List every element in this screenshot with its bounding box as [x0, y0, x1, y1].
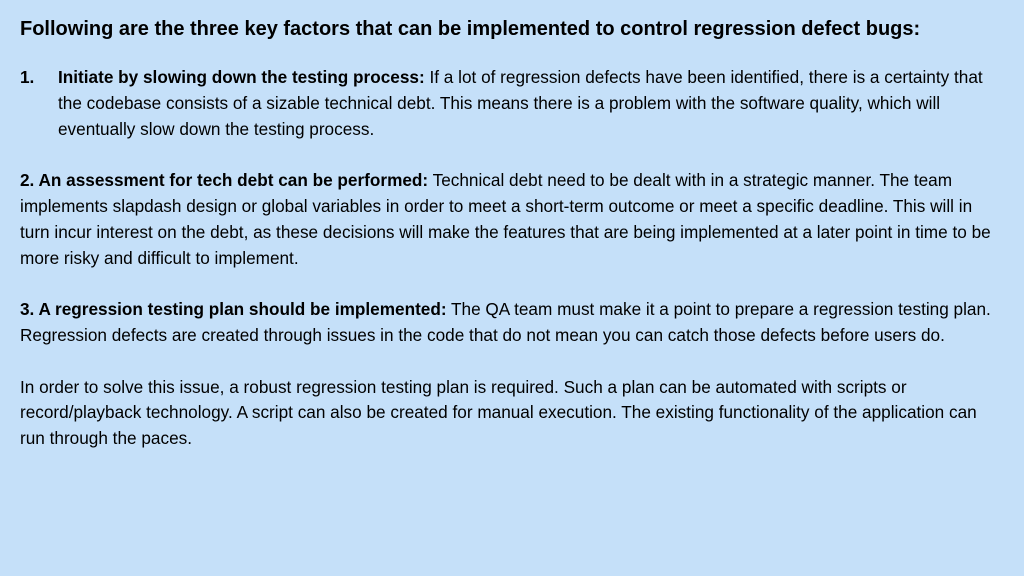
point-2 [20, 168, 1000, 271]
closing-paragraph: In order to solve this issue, a robust regression testing plan is required. Such a plan can be automated with scripts or record/playback technology. A script can also be created for manual execution. The existing functionality of the application can run through the paces. [20, 376, 977, 449]
point-1-text: If a lot of regression defects have been identified, there is a certainty that the codebase consists of a sizable technical debt. This means there is a problem with the software quality, which will eventually slow down the testing process. [58, 67, 983, 139]
point-1 [20, 65, 1000, 142]
point-1-body [58, 65, 1000, 142]
point-3 [20, 297, 1000, 349]
point-3-title: 3. A regression testing plan should be implemented: [20, 299, 447, 320]
point-2-title: 2. An assessment for tech debt can be performed: [20, 170, 429, 191]
point-3-text: The QA team must make it a point to prepare a regression testing plan. Regression defects are created through issues in the code that do not mean you can catch those defects before users do. [20, 299, 991, 345]
point-1-title: Initiate by slowing down the testing process: [58, 67, 425, 87]
point-1-number: 1. [20, 67, 35, 87]
slide-content [20, 14, 1000, 478]
point-2-text: Technical debt need to be dealt with in a strategic manner. The team implements slapdash design or global variables in order to meet a short-term outcome or meet a specific deadline. This will in turn incur interest on the debt, as these decisions will make the features that are being implemented at a later point in time to be more risky and difficult to implement. [20, 170, 991, 268]
slide-heading: Following are the three key factors that can be implemented to control regression defect bugs: [20, 18, 921, 40]
